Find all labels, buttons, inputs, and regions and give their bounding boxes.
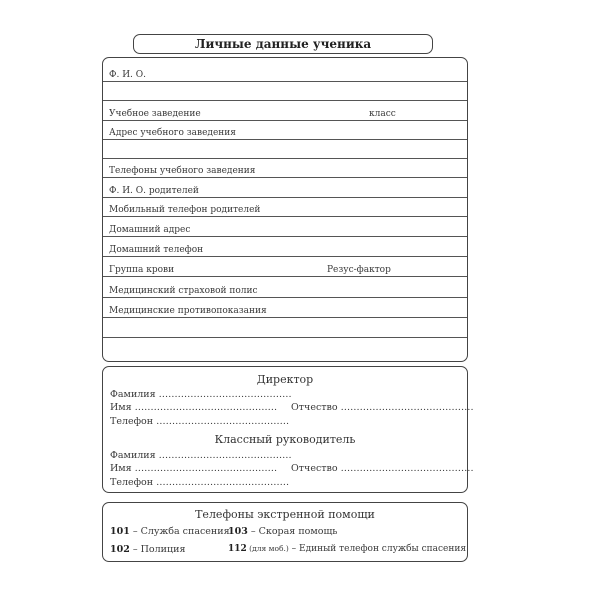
emergency-box <box>102 502 468 562</box>
parents-mobile-label: Мобильный телефон родителей <box>109 205 261 216</box>
blank-row[interactable] <box>103 139 467 159</box>
director-phone[interactable]: Телефон …………………………………… <box>110 416 290 427</box>
home-address-row[interactable] <box>103 217 467 237</box>
director-patronymic[interactable]: Отчество …………………………………… <box>291 402 474 413</box>
blood-row[interactable] <box>103 257 467 277</box>
home-address-label: Домашний адрес <box>109 225 191 236</box>
teacher-phone[interactable]: Телефон …………………………………… <box>110 477 290 488</box>
home-phone-row[interactable] <box>103 237 467 257</box>
insurance-label: Медицинский страховой полис <box>109 286 258 297</box>
blank-row[interactable] <box>103 318 467 338</box>
teacher-patronymic[interactable]: Отчество …………………………………… <box>291 463 474 474</box>
teacher-heading: Классный руководитель <box>214 433 356 446</box>
emergency-item: 103 – Скорая помощь <box>228 526 338 537</box>
emergency-heading: Телефоны экстренной помощи <box>195 508 375 521</box>
blank-row[interactable] <box>103 81 467 101</box>
emergency-item: 102 – Полиция <box>110 544 186 555</box>
page-title: Личные данные ученика <box>133 34 433 54</box>
director-name[interactable]: Имя ……………………………………… <box>110 402 278 413</box>
school-address-row[interactable] <box>103 120 467 140</box>
fio-row[interactable] <box>103 62 467 82</box>
teacher-surname[interactable]: Фамилия …………………………………… <box>110 450 292 461</box>
contacts-box <box>102 366 474 493</box>
director-surname[interactable]: Фамилия …………………………………… <box>110 389 292 400</box>
parents-fio-label: Ф. И. О. родителей <box>109 186 199 197</box>
parents-fio-row[interactable] <box>103 178 467 198</box>
home-phone-label: Домашний телефон <box>109 245 204 256</box>
teacher-name[interactable]: Имя ……………………………………… <box>110 463 278 474</box>
parents-mobile-row[interactable] <box>103 197 467 217</box>
school-phones-label: Телефоны учебного заведения <box>109 166 256 177</box>
blood-group-label: Группа крови <box>109 265 175 276</box>
school-label: Учебное заведение <box>109 109 201 120</box>
school-address-label: Адрес учебного заведения <box>109 128 236 139</box>
school-phones-row[interactable] <box>103 158 467 178</box>
rh-factor-label: Резус-фактор <box>327 265 391 276</box>
school-row[interactable] <box>103 101 467 121</box>
director-heading: Директор <box>256 373 314 386</box>
emergency-item: 112 (для моб.) – Единый телефон службы спасения <box>228 544 467 554</box>
student-data-form <box>102 57 468 362</box>
contraindications-row[interactable] <box>103 298 467 318</box>
class-label: класс <box>369 109 396 120</box>
emergency-item: 101 – Служба спасения <box>110 526 230 537</box>
fio-label: Ф. И. О. <box>109 70 147 81</box>
insurance-row[interactable] <box>103 278 467 298</box>
contraindications-label: Медицинские противопоказания <box>109 306 267 317</box>
